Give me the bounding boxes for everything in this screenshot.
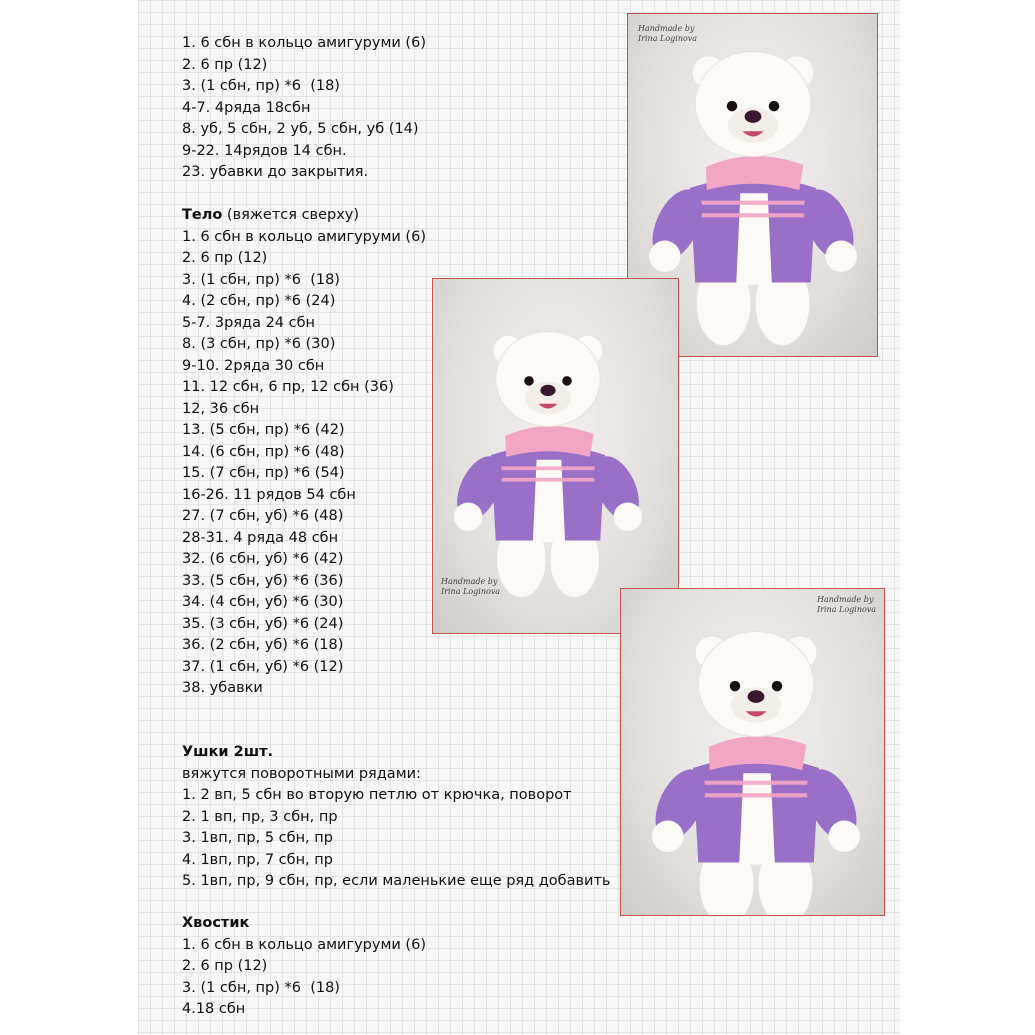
head-line: 23. убавки до закрытия.: [182, 164, 369, 180]
bear-nose: [745, 110, 762, 123]
bear-paw-left: [454, 503, 483, 532]
bear-belly: [736, 193, 772, 284]
jacket-stripe: [493, 478, 603, 482]
body-line: 9-10. 2ряда 30 сбн: [182, 357, 325, 374]
bear-eye-right: [562, 376, 572, 386]
body-line: 11. 12 сбн, 6 пр, 12 сбн (36): [182, 379, 394, 395]
body-line: 2. 6 пр (12): [182, 250, 268, 266]
bear-eye-left: [524, 376, 534, 386]
body-line: 14. (6 сбн, пр) *6 (48): [182, 443, 345, 460]
bear-belly: [533, 460, 565, 543]
watermark-line1: Handmade by: [441, 577, 498, 586]
body-line: 8. (3 сбн, пр) *6 (30): [182, 336, 336, 352]
body-line: 36. (2 сбн, уб) *6 (18): [182, 637, 344, 653]
body-line: 15. (7 сбн, пр) *6 (54): [182, 465, 345, 481]
tail-line: 2. 6 пр (12): [182, 958, 268, 974]
bear-belly: [739, 773, 775, 864]
watermark-line2: Irina Loginova: [441, 587, 501, 596]
bear-photo-seated: [620, 588, 885, 916]
tail-instructions: [182, 913, 426, 1021]
ears-instructions: [182, 742, 610, 893]
body-line: 5-7. 3ряда 24 сбн: [182, 314, 316, 331]
jacket-stripe: [692, 213, 814, 217]
head-line: 2. 6 пр (12): [182, 56, 268, 73]
jacket-stripe: [493, 466, 603, 470]
watermark-line2: Irina Loginova: [817, 605, 877, 614]
jacket-stripe: [695, 781, 817, 785]
head-instructions: [182, 33, 426, 184]
watermark-line1: Handmade by: [638, 24, 695, 33]
body-line: 38. убавки: [182, 680, 263, 696]
tail-section-title: Хвостик: [182, 915, 250, 931]
watermark-line1: Handmade by: [817, 595, 874, 604]
bear-eye-right: [769, 101, 780, 112]
bear-photo-side: [432, 278, 679, 634]
bear-paw-right: [614, 503, 643, 532]
head-line: 8. уб, 5 сбн, 2 уб, 5 сбн, уб (14): [182, 121, 419, 137]
head-line: 1. 6 сбн в кольцо амигуруми (6): [182, 35, 426, 51]
ears-line: 3. 1вп, пр, 5 сбн, пр: [182, 830, 333, 846]
ears-section-title: Ушки 2шт.: [182, 744, 274, 760]
bear-nose: [748, 690, 765, 703]
watermark: [638, 24, 697, 44]
bear-paw-right: [828, 821, 860, 853]
watermark: [441, 577, 500, 597]
body-line: 1. 6 сбн в кольцо амигуруми (6): [182, 228, 426, 245]
body-line: 27. (7 сбн, уб) *6 (48): [182, 508, 344, 524]
bear-eye-right: [772, 681, 783, 692]
body-line: 13. (5 сбн, пр) *6 (42): [182, 422, 345, 438]
body-line: 28-31. 4 ряда 48 сбн: [182, 529, 339, 546]
body-line: 4. (2 сбн, пр) *6 (24): [182, 293, 336, 309]
bear-paw-left: [652, 821, 684, 853]
body-section-title: Тело: [182, 207, 223, 223]
body-line: 35. (3 сбн, уб) *6 (24): [182, 615, 344, 632]
tail-line: 3. (1 сбн, пр) *6 (18): [182, 979, 340, 996]
body-line: 33. (5 сбн, уб) *6 (36): [182, 572, 344, 589]
ears-line: 2. 1 вп, пр, 3 сбн, пр: [182, 808, 338, 825]
bear-eye-left: [727, 101, 738, 112]
head-line: 3. (1 сбн, пр) *6 (18): [182, 78, 340, 94]
head-line: 4-7. 4ряда 18сбн: [182, 99, 311, 116]
bear-illustration: [621, 589, 885, 916]
body-line: 16-26. 11 рядов 54 сбн: [182, 486, 356, 503]
body-line: 12, 36 сбн: [182, 400, 260, 417]
ears-line: 4. 1вп, пр, 7 сбн, пр: [182, 851, 333, 868]
jacket-stripe: [695, 793, 817, 797]
ears-line: вяжутся поворотными рядами:: [182, 765, 421, 782]
body-instructions: [182, 205, 426, 700]
body-section-heading: [182, 205, 426, 227]
bear-paw-right: [825, 241, 857, 273]
tail-line: 4.18 сбн: [182, 1001, 246, 1017]
bear-paw-left: [649, 241, 681, 273]
jacket-stripe: [692, 201, 814, 205]
watermark-line2: Irina Loginova: [638, 34, 698, 43]
body-line: 37. (1 сбн, уб) *6 (12): [182, 658, 344, 675]
bear-eye-left: [730, 681, 741, 692]
body-line: 3. (1 сбн, пр) *6 (18): [182, 271, 340, 288]
ears-line: 1. 2 вп, 5 сбн во вторую петлю от крючка, поворот: [182, 787, 572, 803]
body-line: 34. (4 сбн, уб) *6 (30): [182, 594, 344, 610]
bear-nose: [540, 385, 555, 396]
tail-line: 1. 6 сбн в кольцо амигуруми (6): [182, 936, 426, 953]
ears-line: 5. 1вп, пр, 9 сбн, пр, если маленькие еще ряд добавить: [182, 873, 611, 889]
watermark: [817, 595, 876, 615]
body-section-subtitle: (вяжется сверху): [222, 207, 360, 223]
body-line: 32. (6 сбн, уб) *6 (42): [182, 551, 344, 567]
head-line: 9-22. 14рядов 14 сбн.: [182, 142, 347, 159]
